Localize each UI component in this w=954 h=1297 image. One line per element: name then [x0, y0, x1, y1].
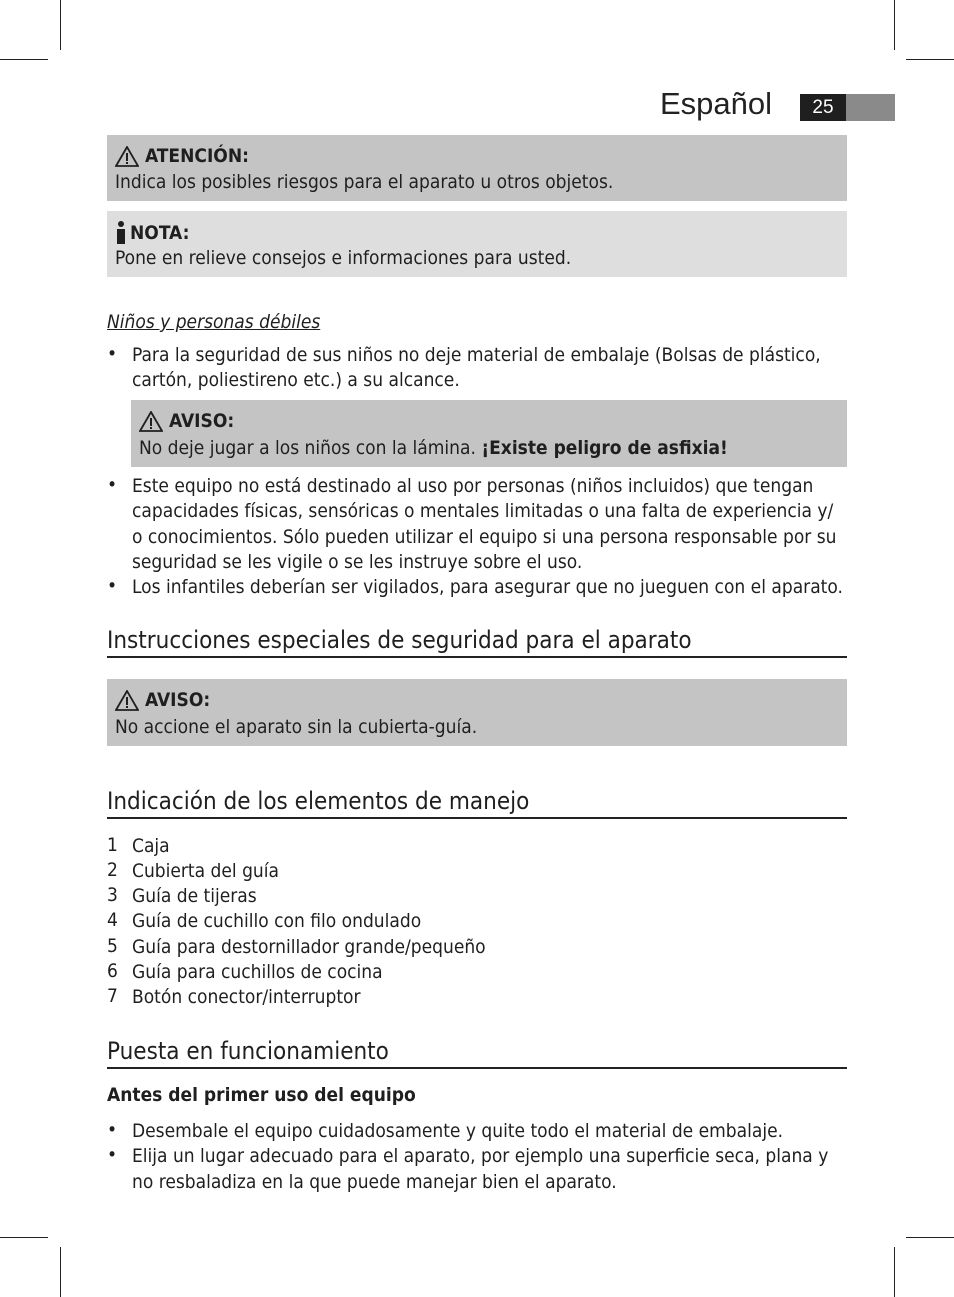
appliance-warning-heading: [115, 689, 210, 711]
bullet-text-line: seguridad se les vigile o se les instruye sobre el uso.: [132, 551, 583, 573]
child-warning-emphasis: ¡Existe peligro de asfixia!: [481, 437, 728, 459]
bullet-text-line: Desembale el equipo cuidadosamente y quite todo el material de embalaje.: [132, 1120, 784, 1142]
note-box: [107, 211, 847, 277]
warning-triangle-icon: [115, 146, 139, 167]
list-item: Botón conector/interruptor: [132, 986, 361, 1008]
bullet-text-line: no resbaladiza en la que puede manejar bien el aparato.: [132, 1171, 617, 1193]
crop-mark: [906, 59, 954, 60]
page-number: 25: [800, 94, 846, 121]
bullet-text-line: cartón, poliestireno etc.) a su alcance.: [132, 369, 460, 391]
attention-text: Indica los posibles riesgos para el aparato u otros objetos.: [115, 171, 614, 193]
crop-mark: [894, 0, 895, 50]
list-item-number: 2: [107, 859, 118, 881]
list-item-number: 7: [107, 985, 118, 1007]
crop-mark: [60, 1247, 61, 1297]
crop-mark: [0, 59, 48, 60]
section-subtitle-children: Niños y personas débiles: [107, 311, 321, 333]
bullet-text-line: Para la seguridad de sus niños no deje material de embalaje (Bolsas de plástico,: [132, 344, 821, 366]
list-item-number: 1: [107, 834, 118, 856]
heading-startup: Puesta en funcionamiento: [107, 1037, 847, 1069]
crop-mark: [906, 1237, 954, 1238]
note-text: Pone en relieve consejos e informaciones para usted.: [115, 247, 572, 269]
child-warning-heading: [139, 410, 234, 432]
bullet-marker: •: [107, 1144, 118, 1166]
child-warning-plain: No deje jugar a los niños con la lámina.: [139, 437, 482, 459]
bullet-marker: •: [107, 474, 118, 496]
appliance-warning-box: [107, 679, 847, 746]
list-item-number: 6: [107, 960, 118, 982]
bullet-marker: •: [107, 343, 118, 365]
bullet-text-line: Los infantiles deberían ser vigilados, para asegurar que no jueguen con el aparato.: [132, 576, 843, 598]
bullet-text-line: capacidades físicas, sensóricas o mentales limitadas o una falta de experiencia y/: [132, 500, 834, 522]
note-heading: [115, 221, 189, 245]
bullet-text-line: o conocimientos. Sólo pueden utilizar el equipo si una persona responsable por su: [132, 526, 837, 548]
bullet-marker: •: [107, 1119, 118, 1141]
list-item: Guía de tijeras: [132, 885, 257, 907]
heading-controls: Indicación de los elementos de manejo: [107, 787, 847, 819]
note-title: NOTA:: [130, 222, 190, 244]
child-warning-text: [139, 436, 728, 461]
heading-special-safety: Instrucciones especiales de seguridad para el aparato: [107, 626, 847, 658]
startup-subheading: Antes del primer uso del equipo: [107, 1084, 416, 1106]
bullet-text-line: Este equipo no está destinado al uso por personas (niños incluidos) que tengan: [132, 475, 814, 497]
appliance-warning-text: No accione el aparato sin la cubierta-guía.: [115, 716, 478, 738]
list-item: Guía de cuchillo con filo ondulado: [132, 910, 422, 932]
list-item-number: 3: [107, 884, 118, 906]
language-title: Español: [659, 86, 772, 121]
page-bar: [846, 94, 895, 121]
list-item-number: 4: [107, 909, 118, 931]
info-icon: [115, 221, 127, 245]
list-item: Guía para destornillador grande/pequeño: [132, 936, 486, 958]
child-warning-box: [131, 400, 847, 467]
attention-title: ATENCIÓN:: [145, 145, 249, 167]
attention-box: [107, 135, 847, 201]
warning-triangle-icon: [139, 411, 163, 432]
list-item: Caja: [132, 835, 170, 857]
list-item: Guía para cuchillos de cocina: [132, 961, 383, 983]
appliance-warning-title: AVISO:: [145, 689, 211, 711]
warning-triangle-icon: [115, 690, 139, 711]
crop-mark: [894, 1247, 895, 1297]
crop-mark: [0, 1237, 48, 1238]
list-item-number: 5: [107, 935, 118, 957]
crop-mark: [60, 0, 61, 50]
attention-heading: [115, 145, 249, 167]
bullet-marker: •: [107, 575, 118, 597]
bullet-text-line: Elija un lugar adecuado para el aparato, por ejemplo una superficie seca, plana y: [132, 1145, 829, 1167]
list-item: Cubierta del guía: [132, 860, 279, 882]
child-warning-title: AVISO:: [169, 410, 235, 432]
